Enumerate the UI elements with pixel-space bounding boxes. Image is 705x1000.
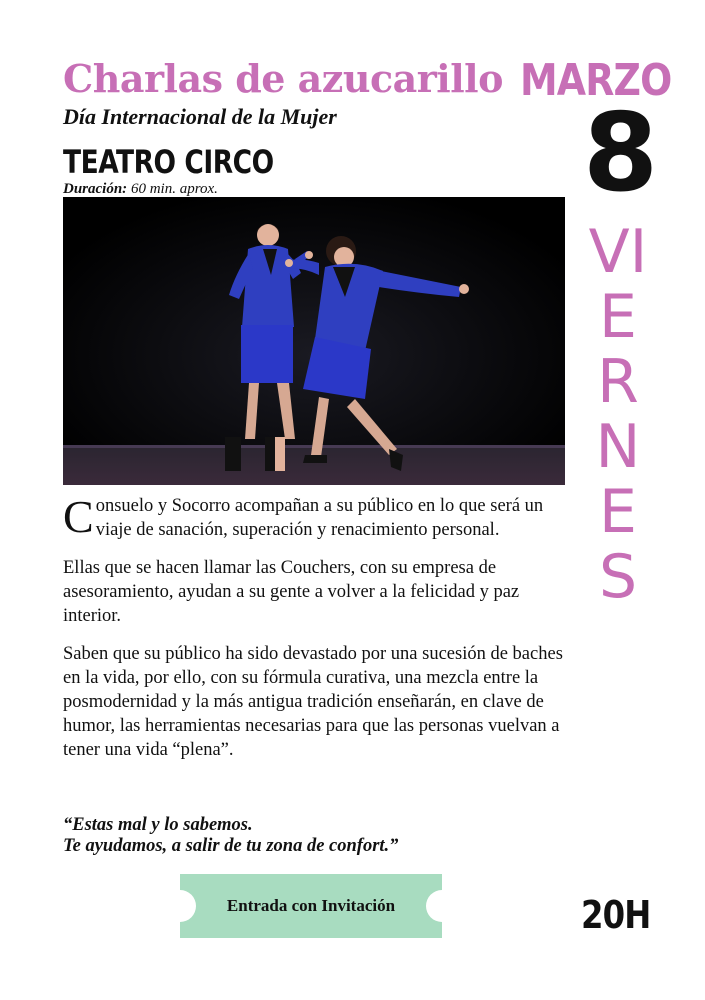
event-description	[63, 491, 563, 776]
event-quote	[63, 815, 563, 857]
event-day-number: 8	[583, 91, 659, 216]
description-paragraph-3: Saben que su público ha sido devastado por una sucesión de baches en la vida, por ello, con su fórmula curativa, una mezcla entre la posmodernidad y la más antigua tradición enseñarán, en clave de humor, las herramientas necesarias para que las personas vuelvan a tener una vida “plena”.	[63, 644, 563, 760]
description-paragraph-1-text: onsuelo y Socorro acompañan a su público en lo que será un viaje de sanación, superación y renacimiento personal.	[95, 496, 544, 540]
event-weekday: VIERNES	[588, 217, 648, 612]
duration-value: 60 min. aprox.	[130, 181, 218, 197]
duration-label: Duración:	[63, 181, 128, 197]
ticket-badge	[180, 874, 442, 938]
event-time: 20H	[581, 893, 651, 937]
event-title: Charlas de azucarillo	[63, 56, 503, 101]
duration-info	[63, 181, 218, 198]
description-paragraph-2: Ellas que se hacen llamar las Couchers, con su empresa de asesoramiento, ayudan a su gente a volver a la felicidad y paz interior.	[63, 558, 520, 626]
dropcap-letter: C	[63, 491, 94, 542]
description-paragraph-1	[63, 491, 563, 542]
quote-line-2: Te ayudamos, a salir de tu zona de confort.”	[63, 836, 399, 856]
event-month: MARZO	[520, 55, 672, 106]
quote-line-1: “Estas mal y lo sabemos.	[63, 815, 253, 835]
ticket-label: Entrada con Invitación	[226, 896, 396, 915]
venue-name: TEATRO CIRCO	[63, 143, 274, 181]
performance-photo	[63, 197, 565, 485]
event-subtitle: Día Internacional de la Mujer	[63, 104, 337, 129]
